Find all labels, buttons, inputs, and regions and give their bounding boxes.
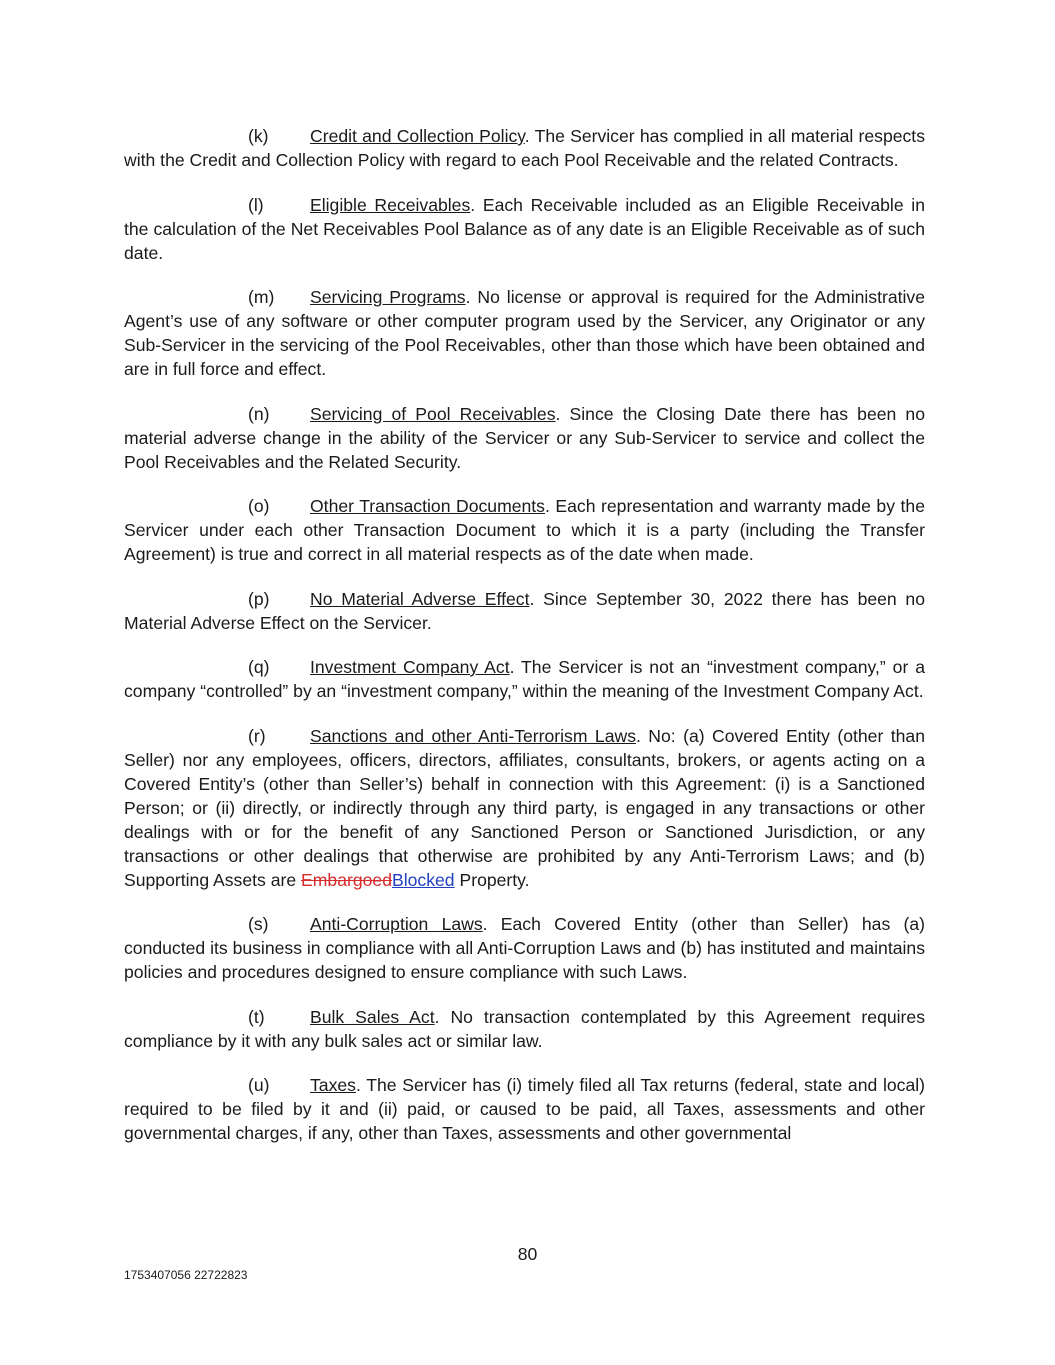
section-heading: Other Transaction Documents (310, 496, 545, 516)
section-heading: Bulk Sales Act (310, 1006, 435, 1027)
section-body: . Each Covered Entity (other than Seller) has (a) conducted its business in compliance with all Anti-Corruption Laws and (b) has instituted and maintains policies and procedures designed to ensure compliance with such Laws. (124, 914, 925, 982)
section-body: . Since September 30, 2022 there has been no Material Adverse Effect on the Servicer. (124, 588, 926, 633)
section-s (124, 912, 925, 984)
section-label: (k) (248, 126, 269, 146)
section-body: . Each Receivable included as an Eligible Receivable in the calculation of the Net Receivables Pool Balance as of any date is an Eligible Receivable as of such date. (124, 194, 925, 263)
section-p (124, 587, 925, 635)
section-label: (r) (248, 725, 266, 746)
section-label: (l) (248, 194, 264, 215)
section-u (124, 1073, 925, 1145)
section-label: (s) (248, 914, 269, 934)
section-m (124, 285, 925, 381)
section-body: . The Servicer has complied in all material respects with the Credit and Collection Policy with regard to each Pool Receivable and the related Contracts. (124, 126, 925, 170)
section-heading: Servicing of Pool Receivables (310, 403, 556, 424)
section-heading: Taxes (310, 1075, 356, 1095)
section-heading: Credit and Collection Policy (310, 126, 525, 146)
section-body: . The Servicer has (i) timely filed all Tax returns (federal, state and local) required to be filed by it and (ii) paid, or caused to be paid, all Taxes, assessments and other governmental charges, if any, other than Taxes, assessments and other governmental (124, 1075, 925, 1143)
tracked-deletion: Embargoed (301, 869, 392, 890)
tracked-insertion: Blocked (392, 869, 455, 890)
section-t (124, 1005, 925, 1053)
section-heading: Investment Company Act (310, 657, 510, 677)
section-label: (n) (248, 403, 270, 424)
section-body: . No license or approval is required for the Administrative Agent’s use of any software or other computer program used by the Servicer, any Originator or any Sub-Servicer in the servicing of the Pool Receivables, other than those which have been obtained and are in full force and effect. (124, 287, 925, 379)
section-k (124, 124, 925, 172)
section-label: (o) (248, 496, 270, 516)
section-label: (p) (248, 588, 270, 609)
section-label: (m) (248, 287, 275, 307)
section-n (124, 402, 925, 474)
page-number: 80 (517, 1244, 538, 1264)
section-l (124, 193, 925, 265)
section-q (124, 655, 925, 703)
document-id: 1753407056 22722823 (124, 1268, 248, 1282)
section-heading: Eligible Receivables (310, 194, 471, 215)
section-body: . No transaction contemplated by this Agreement requires compliance by it with any bulk sales act or similar law. (124, 1006, 925, 1051)
section-label: (u) (248, 1075, 270, 1095)
section-body: . Since the Closing Date there has been no material adverse change in the ability of the Servicer or any Sub-Servicer to service and collect the Pool Receivables and the Related Security. (124, 403, 926, 472)
section-label: (q) (248, 657, 270, 677)
section-body: . No: (a) Covered Entity (other than Seller) nor any employees, officers, directors, affiliates, consultants, brokers, or agents acting on a Covered Entity’s (other than Seller’s) behalf in connection with this Agreement: (i) is a Sanctioned Person; or (ii) directly, or indirectly through any third party, is engaged in any transactions or other dealings with or for the benefit of any Sanctioned Person or Sanctioned Jurisdiction, or any transactions or other dealings that otherwise are prohibited by any Anti-Terrorism Laws; and (b) Supporting Assets are (124, 725, 925, 890)
section-heading: No Material Adverse Effect (310, 588, 530, 609)
section-body-tail: Property. (454, 869, 530, 890)
section-o (124, 494, 925, 566)
page-content (124, 124, 925, 1166)
section-heading: Servicing Programs (310, 287, 466, 307)
section-body: . Each representation and warranty made by the Servicer under each other Transaction Document to which it is a party (including the Transfer Agreement) is true and correct in all material respects as of the date when made. (124, 496, 925, 564)
section-label: (t) (248, 1006, 265, 1027)
section-heading: Sanctions and other Anti-Terrorism Laws (310, 725, 636, 746)
section-heading: Anti-Corruption Laws (310, 914, 483, 934)
section-r (124, 724, 925, 892)
section-body: . The Servicer is not an “investment company,” or a company “controlled” by an “investment company,” within the meaning of the Investment Company Act. (124, 657, 925, 701)
